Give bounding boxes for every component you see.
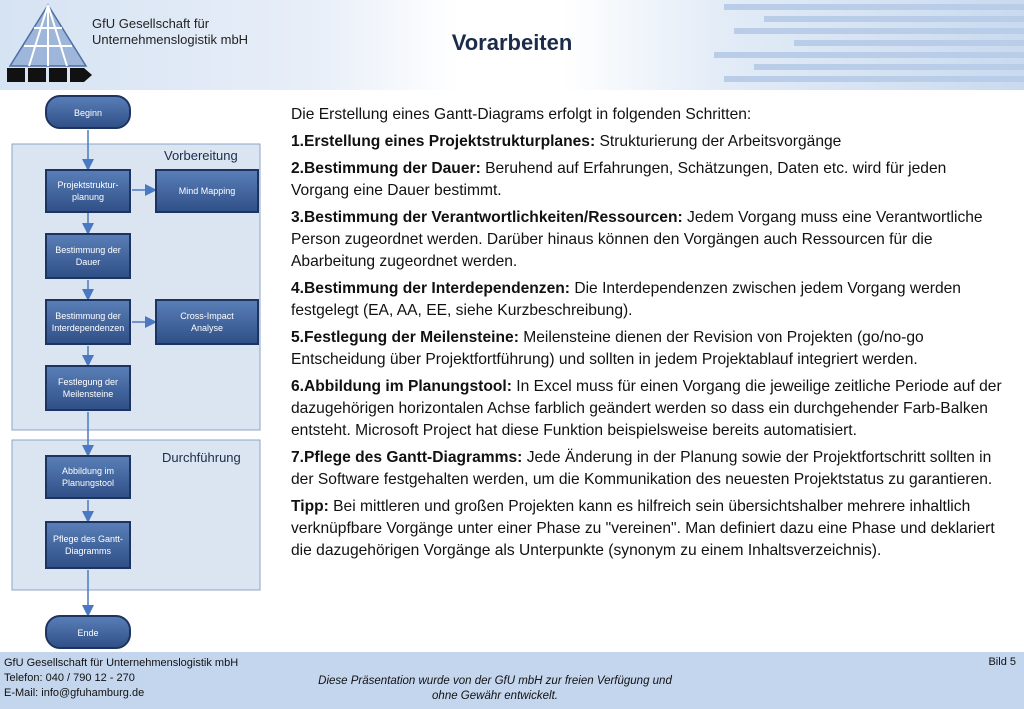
flow-step-3-l2: Interdependenzen [51, 323, 125, 333]
step-5-head: 5.Festlegung der Meilensteine: [291, 329, 519, 346]
step-4-head: 4.Bestimmung der Interdependenzen: [291, 280, 570, 297]
footer-phone: Telefon: 040 / 790 12 - 270 [4, 672, 135, 684]
flow-step-6-l2: Diagramms [64, 546, 112, 556]
footer-note-line1: Diese Präsentation wurde von der GfU mbH zur freien Verfügung und [318, 675, 672, 687]
step-3 [291, 207, 1003, 273]
footer-contact [4, 656, 238, 701]
footer-bar [0, 652, 1024, 709]
flow-step-2 [46, 234, 130, 278]
flow-step-4-l1: Festlegung der [57, 377, 119, 387]
flow-side-1-l1: Mind Mapping [178, 186, 236, 196]
footer-company: GfU Gesellschaft für Unternehmenslogistik mbH [4, 657, 239, 669]
step-3-body: Jedem Vorgang muss eine Verantwortliche Person zugeordnet werden. Darüber hinaus können den Vorgängen auch Ressourcen für die Abarbeitung zugeordnet werden. [291, 209, 983, 270]
flow-step-2-l1: Bestimmung der [55, 245, 121, 255]
flow-step-4-l2: Meilensteine [62, 389, 114, 399]
flow-start-label: Beginn [73, 108, 103, 118]
footer-note-line2: ohne Gewähr entwickelt. [432, 690, 558, 702]
step-1 [291, 131, 1003, 153]
flow-step-5-l1: Abbildung im [61, 466, 115, 476]
content-text [291, 104, 1003, 567]
step-3-head: 3.Bestimmung der Verantwortlichkeiten/Ressourcen: [291, 209, 683, 226]
step-6 [291, 376, 1003, 442]
tip [291, 496, 1003, 562]
footer-email: E-Mail: info@gfuhamburg.de [4, 687, 145, 699]
footer-disclaimer [280, 674, 710, 704]
slide-number: Bild 5 [988, 656, 1016, 668]
flow-step-2-l2: Dauer [75, 257, 101, 267]
tip-body: Bei mittleren und großen Projekten kann es hilfreich sein übersichtshalber mehrere inhaltlich verknüpfbare Vorgänge unter einer Phase zu "vereinen". Man definiert dazu eine Phase und deklariert die dazugehörigen Vorgänge als Unterpunkte (synonym zu einem Inhaltsverzeichnis). [291, 498, 995, 559]
flow-step-1-l1: Projektstruktur- [57, 180, 119, 190]
flow-side-mindmapping [156, 170, 258, 212]
step-4-body: Die Interdependenzen zwischen jedem Vorgang werden festgelegt (EA, AA, EE, siehe Kurzbeschreibung). [291, 280, 961, 319]
flow-step-3 [46, 300, 130, 344]
flow-step-5 [46, 456, 130, 498]
flow-step-6-l1: Pflege des Gantt- [52, 534, 124, 544]
flow-side-crossimpact [156, 300, 258, 344]
flow-step-6 [46, 522, 130, 568]
step-6-head: 6.Abbildung im Planungstool: [291, 378, 512, 395]
step-6-body: In Excel muss für einen Vorgang die jeweilige zeitliche Periode auf der dazugehörigen horizontalen Achse farblich geändert werden so dass ein durchgehender Farb-Balken entsteht. Microsoft Project hat diese Funktion beispielsweise bereits automatisiert. [291, 378, 1002, 439]
header-bar [0, 0, 1024, 90]
flow-step-4 [46, 366, 130, 410]
section-label-durchfuehrung: Durchführung [162, 450, 241, 465]
company-line2: Unternehmenslogistik mbH [92, 32, 249, 47]
step-7-body: Jede Änderung in der Planung sowie der Projektfortschritt sollten in der Software festgehalten werden, um die Kommunikation des neuesten Projektstatus zu garantieren. [291, 449, 993, 488]
flow-side-2-l2: Analyse [190, 323, 224, 333]
flow-step-5-l2: Planungstool [61, 478, 115, 488]
flow-step-1-l2: planung [71, 192, 105, 202]
intro-paragraph: Die Erstellung eines Gantt-Diagrams erfolgt in folgenden Schritten: [291, 106, 752, 123]
flow-step-3-l1: Bestimmung der [55, 311, 121, 321]
step-1-head: 1.Erstellung eines Projektstrukturplanes: [291, 133, 596, 150]
step-5 [291, 327, 1003, 371]
step-7-head: 7.Pflege des Gantt-Diagramms: [291, 449, 523, 466]
section-label-vorbereitung: Vorbereitung [164, 148, 238, 163]
step-2 [291, 158, 1003, 202]
step-7 [291, 447, 1003, 491]
flow-step-1 [46, 170, 130, 212]
step-2-body: Beruhend auf Erfahrungen, Schätzungen, Daten etc. wird für jeden Vorgang eine Dauer bestimmt. [291, 160, 947, 199]
tip-head: Tipp: [291, 498, 329, 515]
step-5-body: Meilensteine dienen der Revision von Projekten (go/no-go Entscheidung über Projektfortführung) und sollten in jedem Projektablauf integriert werden. [291, 329, 924, 368]
flowchart [0, 90, 280, 652]
step-4 [291, 278, 1003, 322]
company-line1: GfU Gesellschaft für [92, 16, 210, 31]
flow-end-label: Ende [77, 628, 99, 638]
slide-title: Vorarbeiten [451, 30, 573, 55]
step-2-head: 2.Bestimmung der Dauer: [291, 160, 481, 177]
flow-side-2-l1: Cross-Impact [180, 311, 234, 321]
step-1-body: Strukturierung der Arbeitsvorgänge [595, 133, 842, 150]
